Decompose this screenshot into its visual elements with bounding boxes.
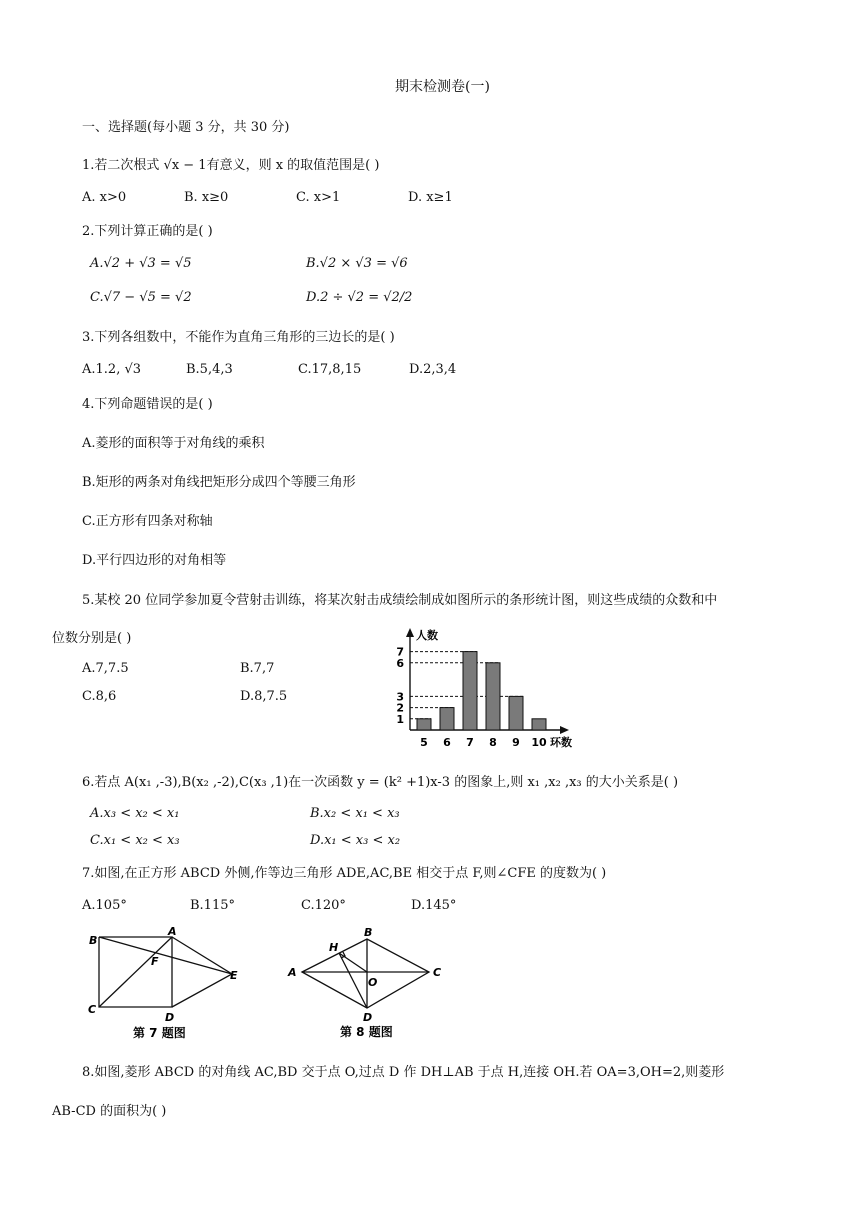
chart-y-tick-label: 6 <box>396 656 404 670</box>
question-2-option-b: B.√2 × √3 = √6 <box>306 256 408 271</box>
question-5-option-b: B.7,7 <box>240 661 275 676</box>
figure-7-label-e: E <box>230 969 238 982</box>
question-5-option-c: C.8,6 <box>82 689 117 704</box>
question-7-option-b: B.115° <box>190 898 235 913</box>
question-2-option-d: D.2 ÷ √2 = √2/2 <box>306 290 413 305</box>
chart-x-tick-label: 7 <box>466 736 474 749</box>
chart-y-axis-label: 人数 <box>416 629 438 642</box>
figure-8-caption: 第 8 题图 <box>340 1025 393 1039</box>
question-7-option-d: D.145° <box>411 898 457 913</box>
chart-bar <box>463 652 477 730</box>
figure-8-diagram <box>283 922 453 1044</box>
chart-y-tick-label: 7 <box>396 645 404 659</box>
figure-8-label-b: B <box>364 926 373 939</box>
figure-8-label-d: D <box>363 1011 373 1024</box>
question-5-stem-line-1: 5.某校 20 位同学参加夏令营射击训练，将某次射击成绩绘制成如图所示的条形统计图，则这些成绩的众数和中 <box>82 593 718 608</box>
question-1-option-d: D. x≥1 <box>408 190 453 205</box>
chart-y-axis-arrow <box>406 628 414 637</box>
figure-7-label-b: B <box>89 934 98 947</box>
figure-8-label-a: A <box>288 966 297 979</box>
chart-bar <box>417 719 431 730</box>
figure-8-label-o: O <box>368 976 378 989</box>
chart-x-axis-label: 环数 <box>550 736 572 749</box>
question-1-option-a: A. x>0 <box>82 190 127 205</box>
question-3-option-c: C.17,8,15 <box>298 362 362 377</box>
question-5-option-d: D.8,7.5 <box>240 689 288 704</box>
chart-x-tick-label: 9 <box>512 736 520 749</box>
question-3-option-b: B.5,4,3 <box>186 362 233 377</box>
figure-7-caption: 第 7 题图 <box>133 1026 186 1040</box>
question-3-option-d: D.2,3,4 <box>409 362 457 377</box>
chart-x-axis-arrow <box>560 726 569 734</box>
question-8-stem-line-2: AB-CD 的面积为( ) <box>52 1104 167 1119</box>
question-7-stem: 7.如图,在正方形 ABCD 外侧,作等边三角形 ADE,AC,BE 相交于点 F,则∠CFE 的度数为( ) <box>82 866 607 881</box>
question-2-option-a: A.√2 + √3 = √5 <box>90 256 192 271</box>
question-1-option-b: B. x≥0 <box>184 190 229 205</box>
question-1-option-c: C. x>1 <box>296 190 341 205</box>
question-4-option-a: A.菱形的面积等于对角线的乘积 <box>82 436 265 451</box>
question-1-stem: 1.若二次根式 √x − 1有意义，则 x 的取值范围是( ) <box>82 158 380 173</box>
question-6-option-a: A.x₃ < x₂ < x₁ <box>90 806 180 821</box>
question-7-option-c: C.120° <box>301 898 346 913</box>
question-4-option-b: B.矩形的两条对角线把矩形分成四个等腰三角形 <box>82 475 356 490</box>
question-2-stem: 2.下列计算正确的是( ) <box>82 224 213 239</box>
chart-y-tick-label: 2 <box>396 701 404 715</box>
figure-7-diagram <box>80 925 260 1045</box>
chart-y-tick-label: 3 <box>396 690 404 704</box>
question-6-option-c: C.x₁ < x₂ < x₃ <box>90 833 180 848</box>
chart-bar <box>440 708 454 730</box>
question-6-option-b: B.x₂ < x₁ < x₃ <box>310 806 400 821</box>
question-4-option-d: D.平行四边形的对角相等 <box>82 553 227 568</box>
figure-7-label-f: F <box>151 955 159 968</box>
chart-bar <box>509 696 523 730</box>
question-6-stem: 6.若点 A(x₁ ,-3),B(x₂ ,-2),C(x₃ ,1)在一次函数 y = (k² +1)x-3 的图象上,则 x₁ ,x₂ ,x₃ 的大小关系是( ) <box>82 775 679 790</box>
chart-bar <box>486 663 500 730</box>
figure-8-label-h: H <box>329 941 339 954</box>
chart-x-tick-label: 6 <box>443 736 451 749</box>
figure-7-label-d: D <box>165 1011 175 1024</box>
chart-x-tick-label: 5 <box>420 736 428 749</box>
question-7-option-a: A.105° <box>82 898 127 913</box>
question-3-option-a: A.1.2, √3 <box>82 362 142 377</box>
chart-x-tick-label: 10 <box>531 736 547 749</box>
page-title: 期末检测卷(一) <box>395 79 490 95</box>
question-5-option-a: A.7,7.5 <box>82 661 129 676</box>
question-4-stem: 4.下列命题错误的是( ) <box>82 397 213 412</box>
question-3-stem: 3.下列各组数中，不能作为直角三角形的三边长的是( ) <box>82 330 395 345</box>
question-8-stem-line-1: 8.如图,菱形 ABCD 的对角线 AC,BD 交于点 O,过点 D 作 DH⊥AB 于点 H,连接 OH.若 OA=3,OH=2,则菱形 <box>82 1065 725 1080</box>
chart-bar <box>532 719 546 730</box>
section-heading: 一、选择题(每小题 3 分，共 30 分) <box>82 120 290 135</box>
question-5-stem-line-2: 位数分别是( ) <box>52 631 132 646</box>
question-6-option-d: D.x₁ < x₃ < x₂ <box>310 833 401 848</box>
question-2-option-c: C.√7 − √5 = √2 <box>90 290 192 305</box>
chart-x-tick-label: 8 <box>489 736 497 749</box>
question-4-option-c: C.正方形有四条对称轴 <box>82 514 213 529</box>
figure-7-label-c: C <box>88 1003 97 1016</box>
chart-y-tick-label: 1 <box>396 712 404 726</box>
figure-8-label-c: C <box>433 966 442 979</box>
figure-7-label-a: A <box>168 925 177 938</box>
bar-chart <box>380 625 600 755</box>
